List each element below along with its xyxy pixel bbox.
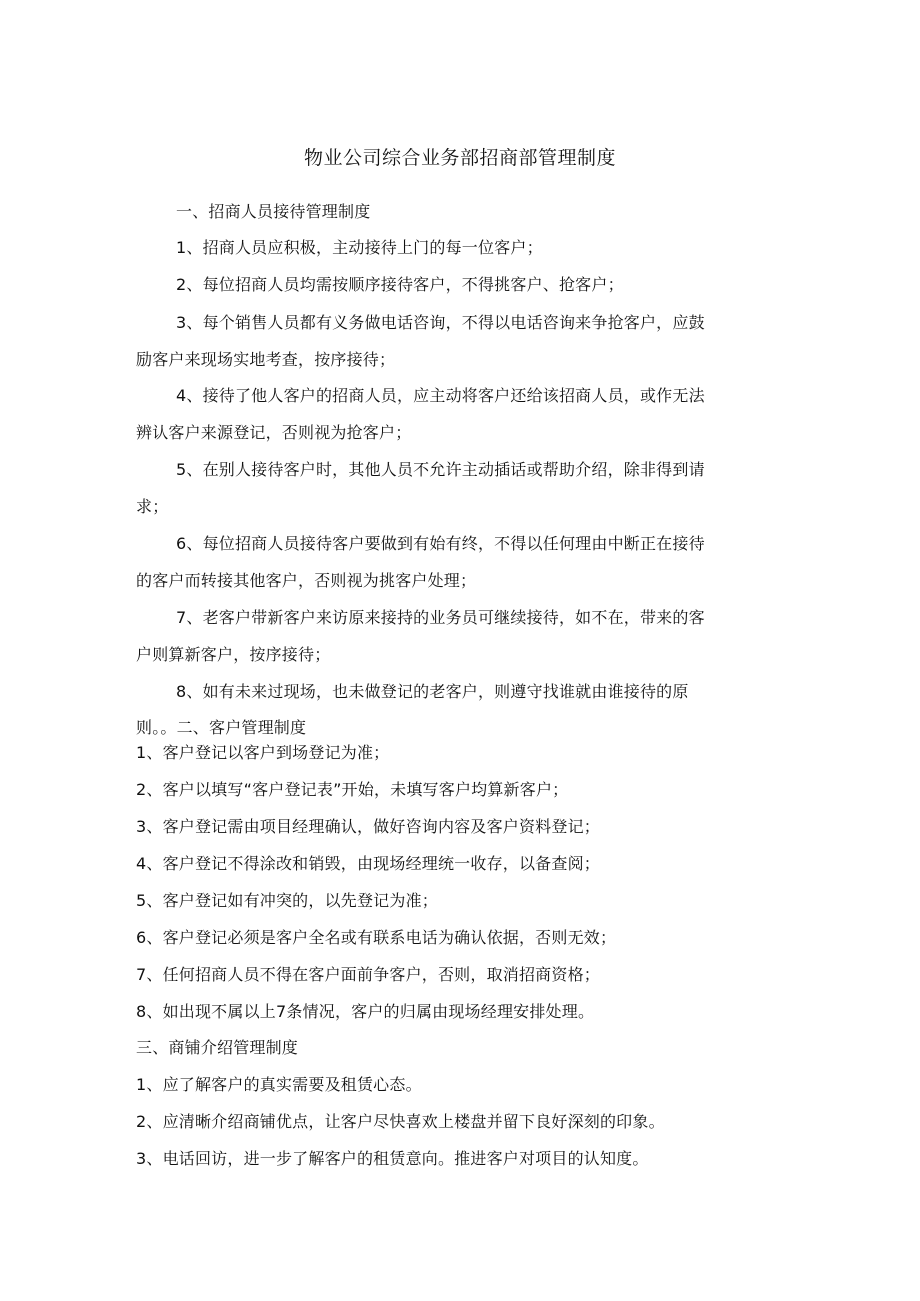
section2-line-8: 8、如出现不属以上7条情况，客户的归属由现场经理安排处理。 [136,1002,595,1021]
section1-line-4-cont: 辨认客户来源登记，否则视为抢客户； [136,423,412,442]
section1-line-6: 6、每位招商人员接待客户要做到有始有终，不得以任何理由中断正在接待 [176,534,705,553]
section2-line-2: 2、客户以填写“客户登记表”开始，未填写客户均算新客户； [136,780,569,799]
section3-line-3: 3、电话回访，进一步了解客户的租赁意向。推进客户对项目的认知度。 [136,1149,649,1168]
section1-line-5: 5、在别人接待客户时，其他人员不允许主动插话或帮助介绍，除非得到请 [176,460,705,479]
section2-line-5: 5、客户登记如有冲突的，以先登记为准； [136,891,438,910]
section3-heading: 三、商铺介绍管理制度 [136,1038,299,1057]
section1-heading: 一、招商人员接待管理制度 [176,202,371,221]
section1-line-8-cont: 则。。二、客户管理制度 [136,718,307,737]
section1-line-6-cont: 的客户而转接其他客户，否则视为挑客户处理； [136,571,477,590]
section2-line-4: 4、客户登记不得涂改和销毁，由现场经理统一收存，以备查阅； [136,854,600,873]
section2-line-3: 3、客户登记需由项目经理确认，做好咨询内容及客户资料登记； [136,817,600,836]
section1-line-1: 1、招商人员应积极，主动接待上门的每一位客户； [176,238,543,257]
section1-line-3-cont: 励客户来现场实地考查，按序接待； [136,350,396,369]
section1-line-4: 4、接待了他人客户的招商人员，应主动将客户还给该招商人员，或作无法 [176,386,705,405]
section2-line-7: 7、任何招商人员不得在客户面前争客户，否则，取消招商资格； [136,965,600,984]
section1-line-3: 3、每个销售人员都有义务做电话咨询，不得以电话咨询来争抢客户，应鼓 [176,313,705,332]
section1-line-7-cont: 户则算新客户，按序接待； [136,645,331,664]
section2-line-1: 1、客户登记以客户到场登记为准； [136,743,390,762]
section1-line-2: 2、每位招商人员均需按顺序接待客户，不得挑客户、抢客户； [176,275,624,294]
section1-line-5-cont: 求； [136,497,169,516]
document-title: 物业公司综合业务部招商部管理制度 [303,147,616,169]
section1-line-8: 8、如有未来过现场，也未做登记的老客户，则遵守找谁就由谁接待的原 [176,682,689,701]
section3-line-1: 1、应了解客户的真实需要及租赁心态。 [136,1075,422,1094]
section3-line-2: 2、应清晰介绍商铺优点，让客户尽快喜欢上楼盘并留下良好深刻的印象。 [136,1112,665,1131]
section1-line-7: 7、老客户带新客户来访原来接持的业务员可继续接待，如不在，带来的客 [176,608,705,627]
section2-line-6: 6、客户登记必须是客户全名或有联系电话为确认依据，否则无效； [136,928,617,947]
